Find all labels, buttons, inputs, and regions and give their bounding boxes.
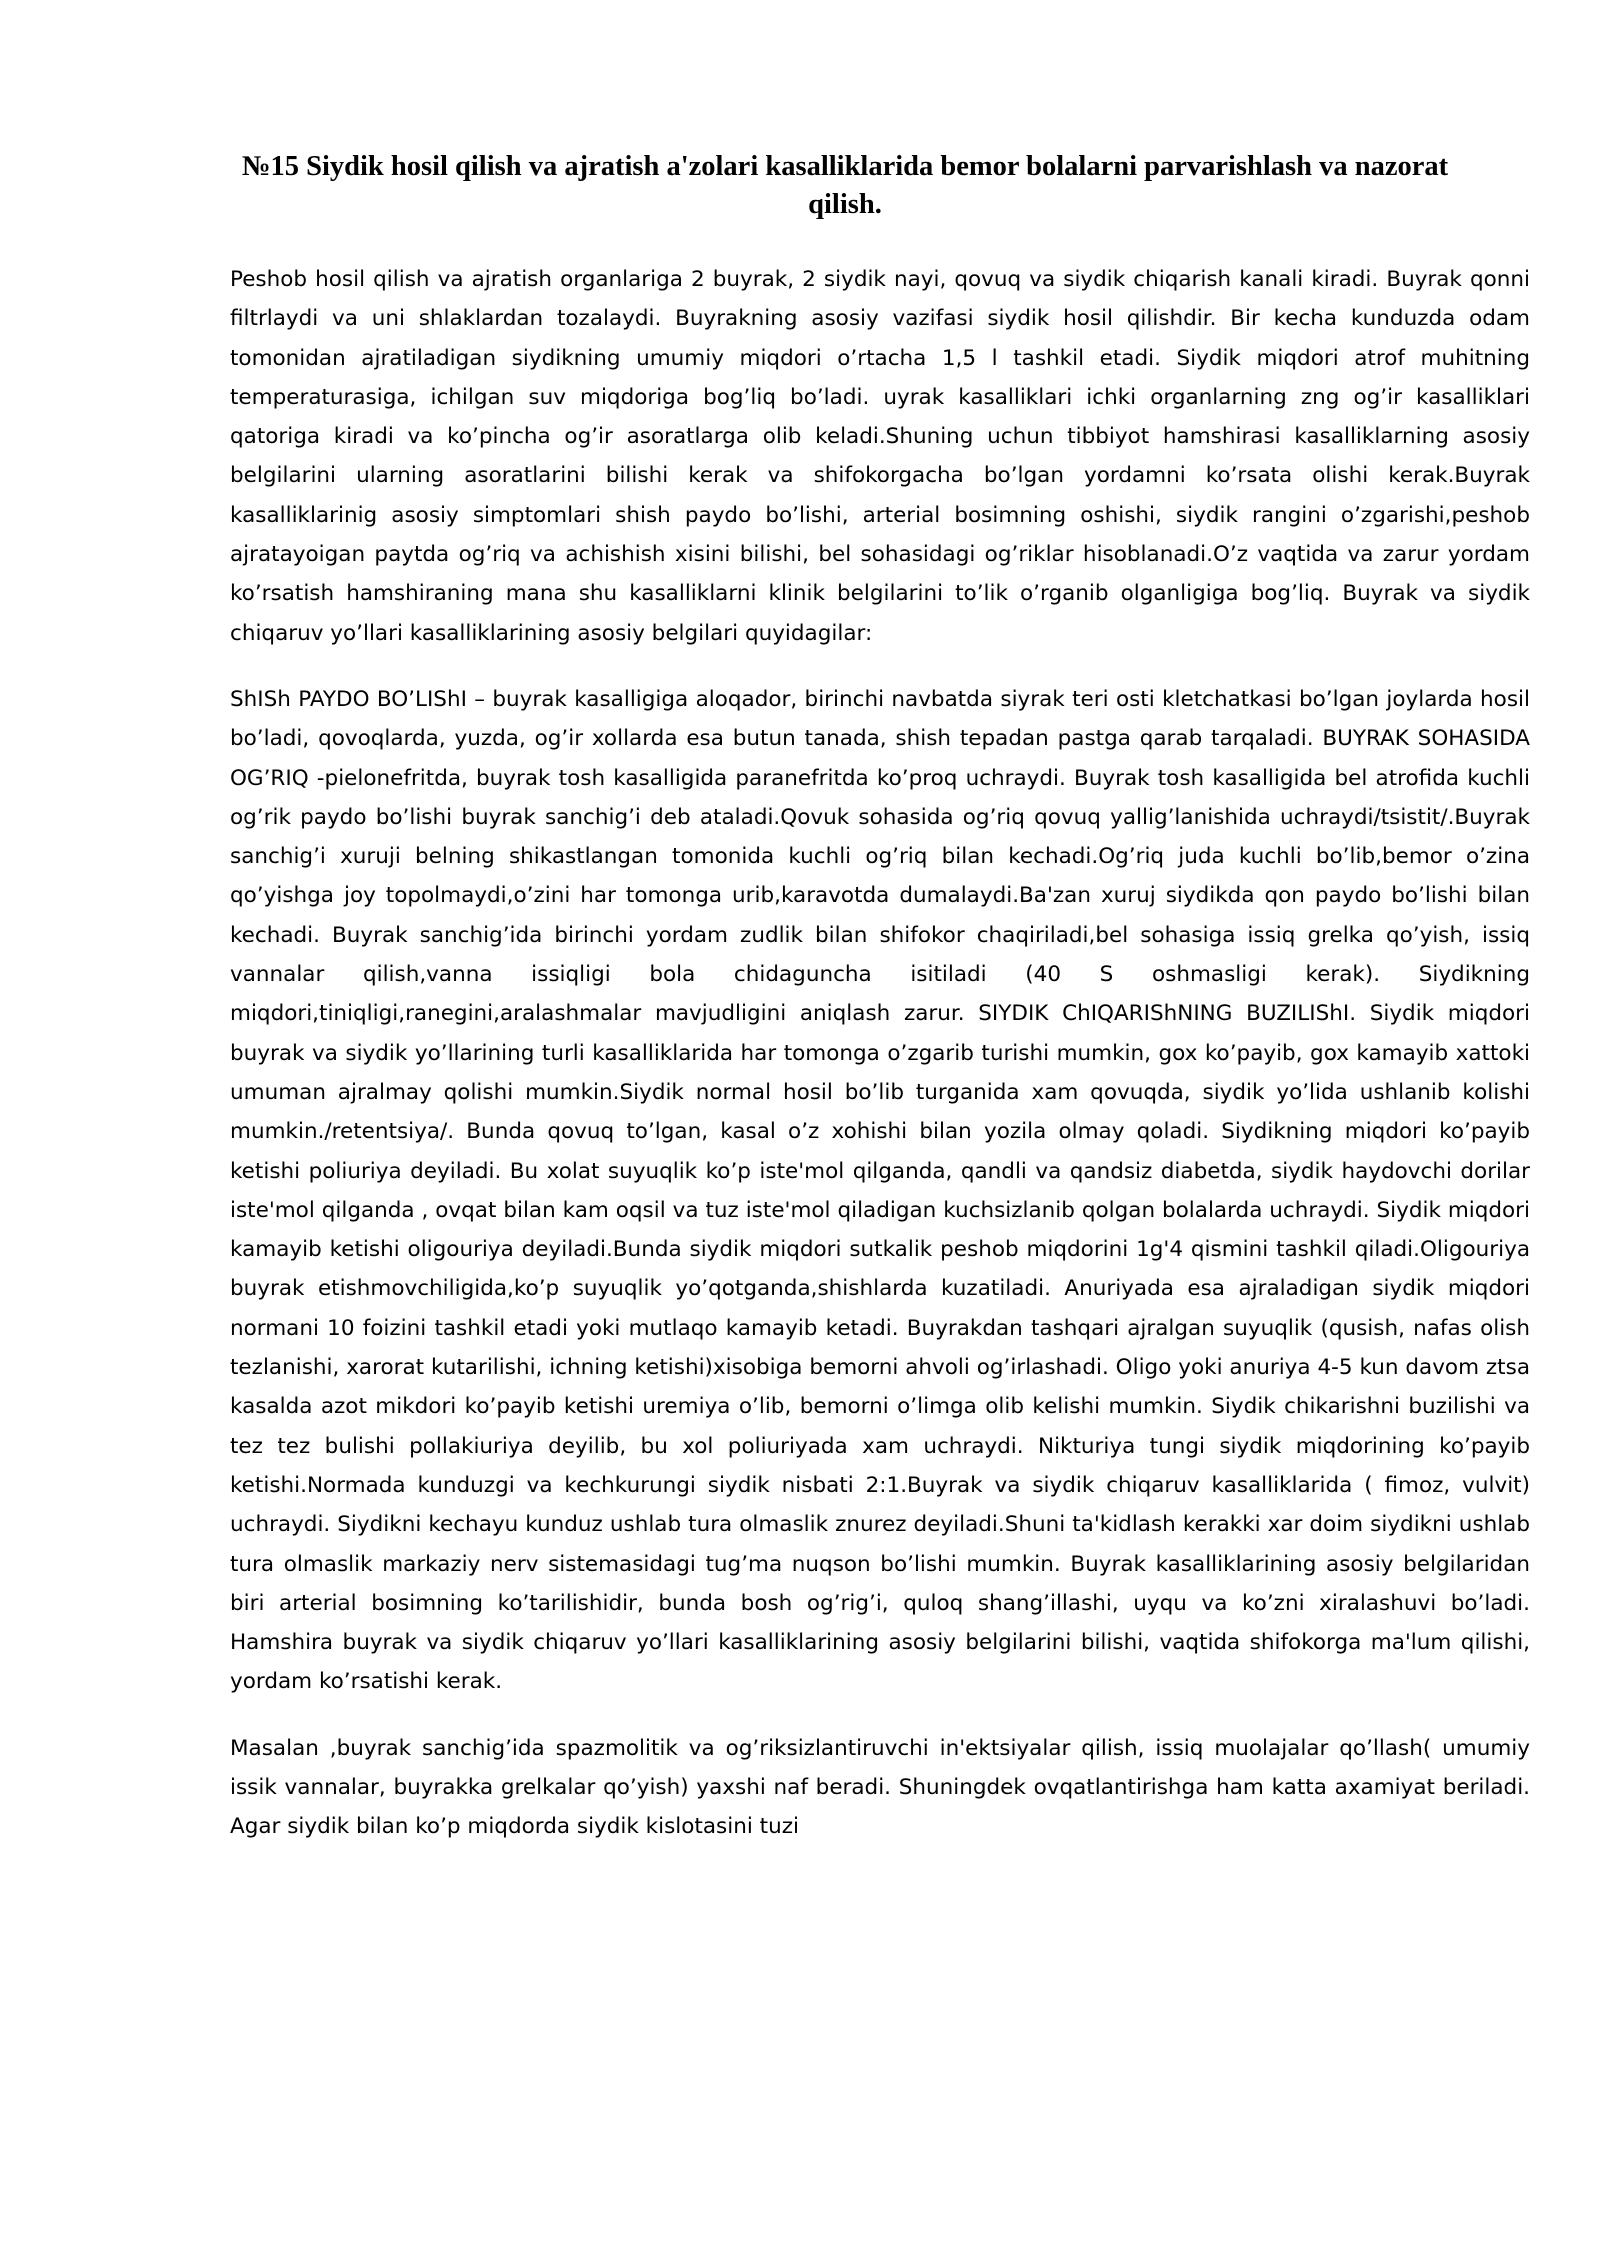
document-title: №15 Siydik hosil qilish va ajratish a'zolari kasalliklarida bemor bolalarni parvarishlash va nazorat qilish. (241, 151, 1449, 220)
paragraph-symptoms: ShISh PAYDO BO’LIShI – buyrak kasalligiga aloqador, birinchi navbatda siyrak teri osti kletchatkasi bo’lgan joylarda hosil bo’ladi, qovoqlarda, yuzda, og’ir xollarda esa butun tanada, shish tepadan pastga qarab tarqaladi. BUYRAK SOHASIDA OG’RIQ -pielonefritda, buyrak tosh kasalligida paranefritda ko’proq uchraydi. Buyrak tosh kasalligida bel atrofida kuchli og’rik paydo bo’lishi buyrak sanchig’i deb ataladi.Qovuk sohasida og’riq qovuq yallig’lanishida uchraydi/tsistit/.Buyrak sanchig’i xuruji belning shikastlangan tomonida kuchli og’riq bilan kechadi.Og’riq juda kuchli bo’lib,bemor o’zina qo’yishga joy topolmaydi,o’zini har tomonga urib,karavotda dumalaydi.Ba'zan xuruj siydikda qon paydo bo’lishi bilan kechadi. Buyrak sanchig’ida birinchi yordam zudlik bilan shifokor chaqiriladi,bel sohasiga issiq grelka qo’yish, issiq vannalar qilish,vanna issiqligi bola chidaguncha isitiladi (40 S oshmasligi kerak). Siydikning miqdori,tiniqligi,ranegini,aralashmalar mavjudligini aniqlash zarur. SIYDIK ChIQARIShNING BUZILIShI. Siydik miqdori buyrak va siydik yo’llarining turli kasalliklarida har tomonga o’zgarib turishi mumkin, gox ko’payib, gox kamayib xattoki umuman ajralmay qolishi mumkin.Siydik normal hosil bo’lib turganida xam qovuqda, siydik yo’lida ushlanib kolishi mumkin./retentsiya/. Bunda qovuq to’lgan, kasal o’z xohishi bilan yozila olmay qoladi. Siydikning miqdori ko’payib ketishi poliuriya deyiladi. Bu xolat suyuqlik ko’p iste'mol qilganda, qandli va qandsiz diabetda, siydik haydovchi dorilar iste'mol qilganda , ovqat bilan kam oqsil va tuz iste'mol qiladigan kuchsizlanib qolgan bolalarda uchraydi. Siydik miqdori kamayib ketishi oligouriya deyiladi.Bunda siydik miqdori sutkalik peshob miqdorini 1g'4 qismini tashkil qiladi.Oligouriya buyrak etishmovchiligida,ko’p suyuqlik yo’qotganda,shishlarda kuzatiladi. Anuriyada esa ajraladigan siydik miqdori normani 10 foizini tashkil etadi yoki mutlaqo kamayib ketadi. Buyrakdan tashqari ajralgan suyuqlik (qusish, nafas olish tezlanishi, xarorat kutarilishi, ichning ketishi)xisobiga bemorni ahvoli og’irlashadi. Oligo yoki anuriya 4-5 kun davom ztsa kasalda azot mikdori ko’payib ketishi uremiya o’lib, bemorni o’limga olib kelishi mumkin. Siydik chikarishni buzilishi va tez tez bulishi pollakiuriya deyilib, bu xol poliuriyada xam uchraydi. Nikturiya tungi siydik miqdorining ko’payib ketishi.Normada kunduzgi va kechkurungi siydik nisbati 2:1.Buyrak va siydik chiqaruv kasalliklarida ( fimoz, vulvit) uchraydi. Siydikni kechayu kunduz ushlab tura olmaslik znurez deyiladi.Shuni ta'kidlash kerakki xar doim siydikni ushlab tura olmaslik markaziy nerv sistemasidagi tug’ma nuqson bo’lishi mumkin. Buyrak kasalliklarining asosiy belgilaridan biri arterial bosimning ko’tarilishidir, bunda bosh og’rig’i, quloq shang’illashi, uyqu va ko’zni xiralashuvi bo’ladi. Hamshira buyrak va siydik chiqaruv yo’llari kasalliklarining asosiy belgilarini bilishi, vaqtida shifokorga ma'lum qilishi, yordam ko’rsatishi kerak. (230, 686, 1530, 1695)
document-body (230, 260, 1530, 1874)
paragraph-intro: Peshob hosil qilish va ajratish organlariga 2 buyrak, 2 siydik nayi, qovuq va siydik chiqarish kanali kiradi. Buyrak qonni filtrlaydi va uni shlaklardan tozalaydi. Buyrakning asosiy vazifasi siydik hosil qilishdir. Bir kecha kunduzda odam tomonidan ajratiladigan siydikning umumiy miqdori o’rtacha 1,5 l tashkil etadi. Siydik miqdori atrof muhitning temperaturasiga, ichilgan suv miqdoriga bog’liq bo’ladi. uyrak kasalliklari ichki organlarning zng og’ir kasalliklari qatoriga kiradi va ko’pincha og’ir asoratlarga olib keladi.Shuning uchun tibbiyot hamshirasi kasalliklarning asosiy belgilarini ularning asoratlarini bilishi kerak va shifokorgacha bo’lgan yordamni ko’rsata olishi kerak.Buyrak kasalliklarinig asosiy simptomlari shish paydo bo’lishi, arterial bosimning oshishi, siydik rangini o’zgarishi,peshob ajratayoigan paytda og’riq va achishish xisini bilishi, bel sohasidagi og’riklar hisoblanadi.O’z vaqtida va zarur yordam ko’rsatish hamshiraning mana shu kasalliklarni klinik belgilarini to’lik o’rganib olganligiga bog’liq. Buyrak va siydik chiqaruv yo’llari kasalliklarining asosiy belgilari quyidagilar: (230, 267, 1530, 646)
paragraph-treatment: Masalan ,buyrak sanchig’ida spazmolitik va og’riksizlantiruvchi in'ektsiyalar qilish, issiq muolajalar qo’llash( umumiy issik vannalar, buyrakka grelkalar qo’yish) yaxshi naf beradi. Shuningdek ovqatlantirishga ham katta axamiyat beriladi. Agar siydik bilan ko’p miqdorda siydik kislotasini tuzi (230, 1735, 1530, 1840)
